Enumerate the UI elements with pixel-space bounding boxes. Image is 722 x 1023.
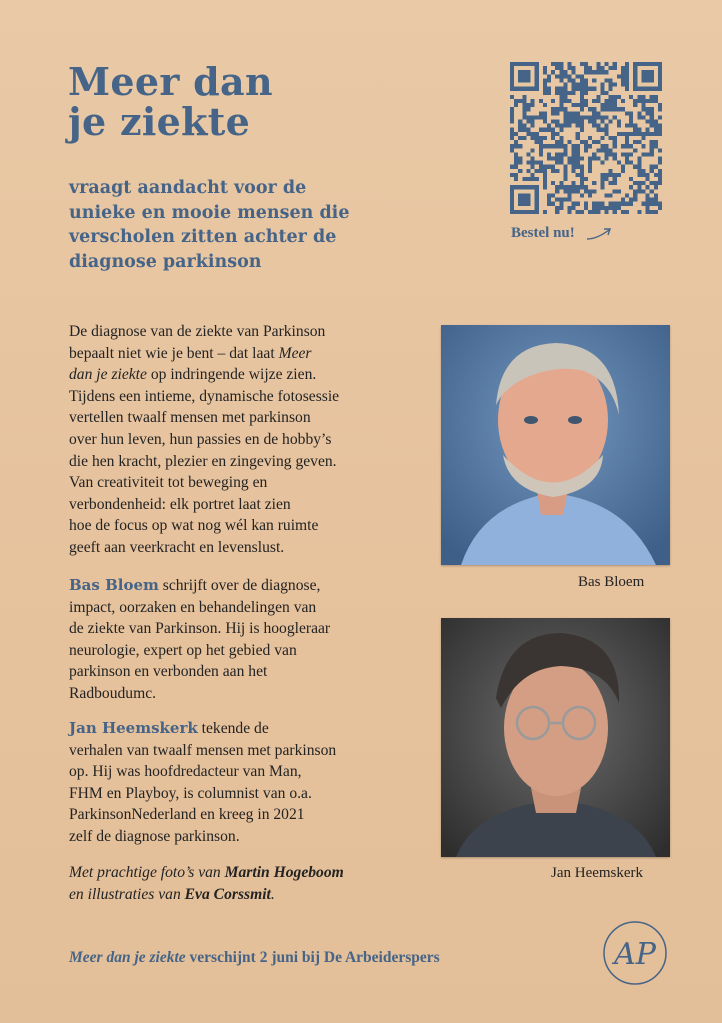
author-name: Jan Heemskerk (69, 719, 198, 737)
curved-arrow-icon (585, 226, 613, 242)
caption-jan-heemskerk: Jan Heemskerk (551, 865, 644, 881)
credits-text: Met prachtige foto’s van (69, 864, 225, 881)
text-line: schrijft over de diagnose, (158, 577, 321, 594)
text-line: Tijdens een intieme, dynamische fotosessie (69, 387, 340, 405)
subtitle-line: diagnose parkinson (69, 251, 262, 272)
subtitle-line: verscholen zitten achter de (69, 227, 337, 247)
subtitle-line: vraagt aandacht voor de (69, 178, 307, 198)
text-line: op indringende wijze zien. (146, 366, 317, 384)
book-title-italic: Meer (278, 344, 312, 362)
page-title (68, 59, 273, 144)
title-line-1: Meer dan (68, 59, 273, 104)
portrait-jan-heemskerk (441, 618, 670, 857)
text-line: De diagnose van de ziekte van Parkinson (69, 323, 326, 340)
author-bio-bas-bloem (69, 575, 409, 705)
text-line: FHM en Playboy, is columnist van o.a. (69, 784, 312, 802)
release-text: verschijnt 2 juni bij De Arbeiderspers (185, 949, 440, 966)
release-note (69, 949, 440, 967)
title-line-2: je ziekte (68, 99, 251, 144)
author-name: Bas Bloem (69, 576, 159, 594)
credits-text: . (270, 885, 275, 903)
text-line: impact, oorzaken en behandelingen van (69, 598, 317, 616)
text-line: over hun leven, hun passies en de hobby’s (69, 430, 332, 448)
credits-text: en illustraties van (69, 885, 185, 903)
author-bio-jan-heemskerk (69, 718, 409, 848)
text-line: de ziekte van Parkinson. Hij is hoogleraar (69, 620, 331, 638)
text-line: verbondenheid: elk portret laat zien (69, 495, 291, 513)
text-line: ParkinsonNederland en kreeg in 2021 (69, 806, 305, 824)
photographer-name: Martin Hogeboom (224, 864, 344, 881)
text-line: geeft aan veerkracht en levenslust. (69, 538, 285, 556)
text-line: bepaalt niet wie je bent – dat laat (69, 344, 279, 362)
book-title-italic: dan je ziekte (69, 366, 147, 384)
text-line: hoe de focus op wat nog wél kan ruimte (69, 517, 319, 535)
text-line: Van creativiteit tot beweging en (69, 474, 268, 492)
text-line: vertellen twaalf mensen met parkinson (69, 409, 311, 427)
book-title-italic: Meer dan je ziekte (69, 949, 186, 966)
portrait-bas-bloem (441, 325, 670, 565)
text-line: verhalen van twaalf mensen met parkinson (69, 741, 337, 759)
subtitle-line: unieke en mooie mensen die (69, 202, 350, 223)
text-line: Radboudumc. (69, 684, 157, 702)
order-link[interactable] (511, 225, 613, 242)
text-line: zelf de diagnose parkinson. (69, 827, 240, 845)
text-line: neurologie, expert op het gebied van (69, 641, 297, 659)
intro-paragraph (69, 321, 409, 559)
text-line: op. Hij was hoofdredacteur van Man, (69, 763, 302, 781)
ap-monogram-icon (600, 918, 670, 988)
svg-text:AP: AP (614, 937, 656, 972)
subtitle (69, 176, 429, 274)
qr-code-icon[interactable] (510, 62, 662, 214)
illustrator-name: Eva Corssmit (184, 885, 271, 903)
credits (69, 862, 409, 905)
text-line: tekende de (197, 720, 269, 737)
text-line: parkinson en verbonden aan het (69, 663, 268, 681)
order-label: Bestel nu! (511, 225, 575, 241)
caption-bas-bloem: Bas Bloem (578, 574, 645, 590)
text-line: die hen kracht, plezier en zingeving geven. (69, 452, 337, 470)
